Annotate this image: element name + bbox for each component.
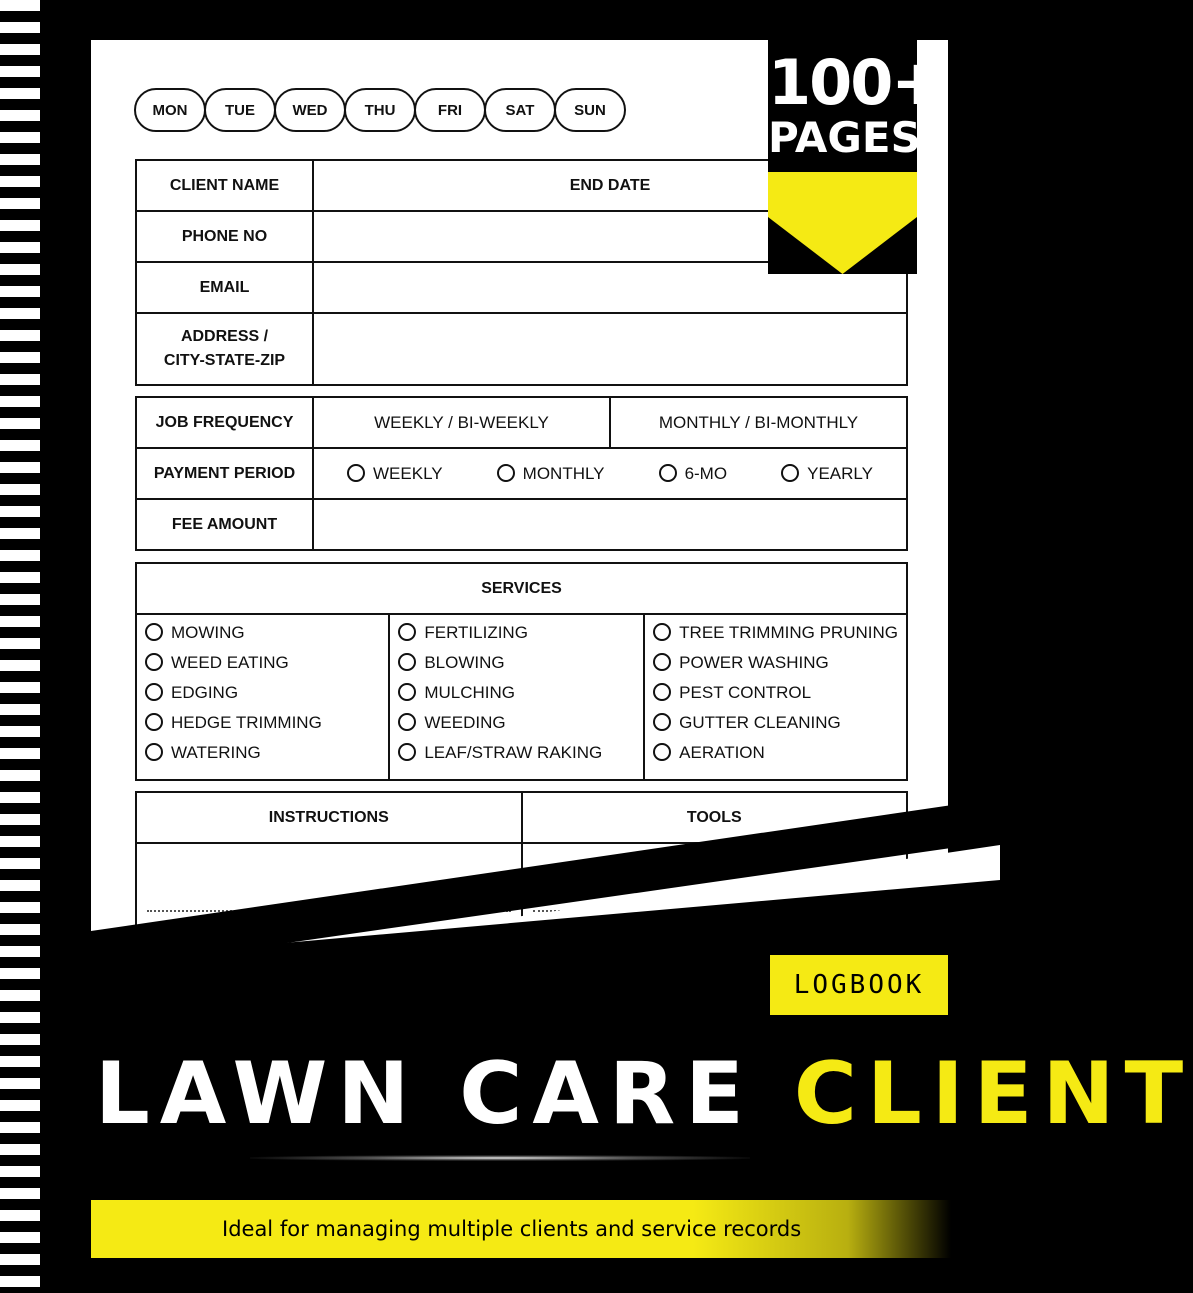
radio-icon [398, 653, 416, 671]
address-field [313, 313, 907, 385]
title-part-1: LAWN CARE [95, 1044, 754, 1144]
radio-icon [659, 464, 677, 482]
day-tue: TUE [204, 88, 276, 132]
job-table [135, 396, 908, 551]
freq-option-weekly: WEEKLY / BI-WEEKLY [313, 397, 610, 448]
radio-icon [145, 683, 163, 701]
service-item: MULCHING [398, 683, 635, 713]
day-thu: THU [344, 88, 416, 132]
instructions-header: INSTRUCTIONS [136, 792, 522, 843]
freq-option-monthly: MONTHLY / BI-MONTHLY [610, 397, 907, 448]
address-label-line2: CITY-STATE-ZIP [163, 352, 286, 369]
radio-icon [781, 464, 799, 482]
address-label [136, 313, 313, 385]
radio-icon [653, 623, 671, 641]
service-item: PEST CONTROL [653, 683, 898, 713]
payment-period-label: PAYMENT PERIOD [136, 448, 313, 499]
title-part-2: CLIENT [793, 1044, 1193, 1144]
day-mon: MON [134, 88, 206, 132]
cover-title [95, 1044, 1193, 1144]
service-item: HEDGE TRIMMING [145, 713, 380, 743]
services-col-1 [136, 614, 389, 780]
services-col-2 [389, 614, 644, 780]
service-item: TREE TRIMMING PRUNING [653, 623, 898, 653]
radio-icon [145, 623, 163, 641]
radio-icon [653, 743, 671, 761]
service-item: WATERING [145, 743, 380, 773]
tagline-text: Ideal for managing multiple clients and service records [222, 1217, 802, 1241]
service-item: AERATION [653, 743, 898, 773]
service-item: GUTTER CLEANING [653, 713, 898, 743]
day-wed: WED [274, 88, 346, 132]
end-date-label: END DATE [313, 160, 907, 211]
service-item: MOWING [145, 623, 380, 653]
phone-label: PHONE NO [136, 211, 313, 262]
services-col-3 [644, 614, 907, 780]
tools-header: TOOLS [522, 792, 908, 843]
radio-icon [497, 464, 515, 482]
service-item: BLOWING [398, 653, 635, 683]
address-label-line1: ADDRESS / [180, 328, 269, 345]
payment-option-6mo: 6-MO [659, 464, 728, 484]
service-item: LEAF/STRAW RAKING [398, 743, 635, 773]
radio-icon [398, 713, 416, 731]
fee-amount-field [313, 499, 907, 550]
fee-amount-label: FEE AMOUNT [136, 499, 313, 550]
radio-icon [145, 653, 163, 671]
radio-icon [145, 713, 163, 731]
badge-label: PAGES [768, 113, 921, 162]
radio-icon [398, 623, 416, 641]
day-fri: FRI [414, 88, 486, 132]
radio-icon [653, 683, 671, 701]
spiral-binding [0, 0, 40, 1293]
service-item: WEED EATING [145, 653, 380, 683]
service-item: EDGING [145, 683, 380, 713]
job-frequency-label: JOB FREQUENCY [136, 397, 313, 448]
radio-icon [145, 743, 163, 761]
payment-option-monthly: MONTHLY [497, 464, 605, 484]
service-item: FERTILIZING [398, 623, 635, 653]
payment-option-weekly: WEEKLY [347, 464, 443, 484]
payment-option-yearly: YEARLY [781, 464, 873, 484]
day-sat: SAT [484, 88, 556, 132]
radio-icon [653, 653, 671, 671]
service-item: POWER WASHING [653, 653, 898, 683]
badge-number: 100+ [768, 46, 942, 119]
radio-icon [398, 743, 416, 761]
services-header: SERVICES [136, 563, 907, 614]
tagline-bar [91, 1200, 951, 1258]
title-underline-glow [250, 1155, 750, 1161]
radio-icon [398, 683, 416, 701]
payment-options [313, 448, 907, 499]
logbook-label: LOGBOOK [770, 955, 948, 1015]
email-label: EMAIL [136, 262, 313, 313]
day-sun: SUN [554, 88, 626, 132]
radio-icon [347, 464, 365, 482]
weekday-selector [134, 88, 624, 132]
services-table [135, 562, 908, 781]
client-name-label: CLIENT NAME [136, 160, 313, 211]
service-item: WEEDING [398, 713, 635, 743]
radio-icon [653, 713, 671, 731]
